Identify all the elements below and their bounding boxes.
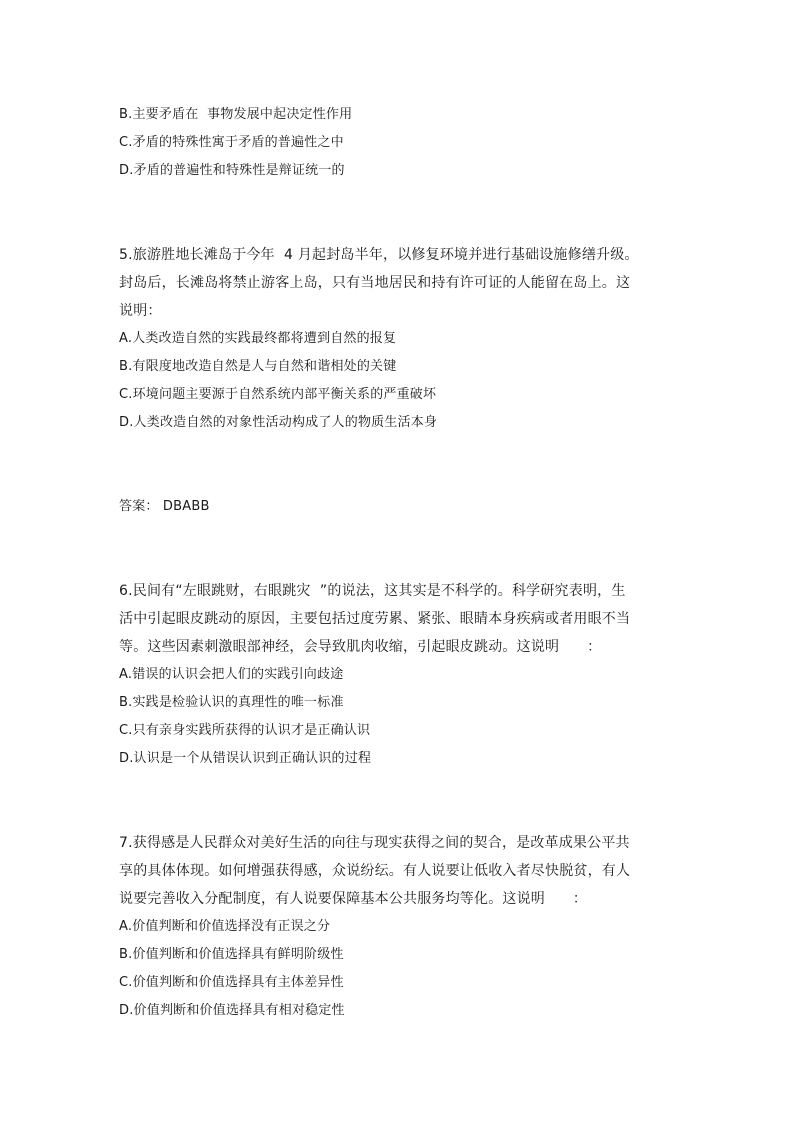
q7-option-c: C.价值判断和价值选择具有主体差异性	[119, 975, 344, 990]
q5-option-b: B.有限度地改造自然是人与自然和谐相处的关键	[119, 359, 397, 374]
q4-option-c: C.矛盾的特殊性寓于矛盾的普遍性之中	[119, 135, 344, 150]
q6-option-b: B.实践是检验认识的真理性的唯一标准	[119, 695, 344, 710]
q6-stem-line-1: 6.民间有“左眼跳财，右眼跳灾 ”的说法，这其实是不科学的。科学研究表明，生	[119, 583, 626, 599]
q7-stem-line-3: 说要完善收入分配制度，有人说要保障基本公共服务均等化。这说明 ：	[119, 891, 588, 907]
q7-option-d: D.价值判断和价值选择具有相对稳定性	[119, 1003, 345, 1018]
q7-option-b: B.价值判断和价值选择具有鲜明阶级性	[119, 947, 344, 962]
q5-option-d: D.人类改造自然的对象性活动构成了人的物质生活本身	[119, 415, 438, 430]
q6-option-c: C.只有亲身实践所获得的认识才是正确认识	[119, 723, 371, 738]
q4-option-d: D.矛盾的普遍性和特殊性是辩证统一的	[119, 163, 345, 178]
q5-option-c: C.环境问题主要源于自然系统内部平衡关系的严重破坏	[119, 387, 437, 402]
q5-stem-line-3: 说明：	[119, 303, 162, 319]
q5-option-a: A.人类改造自然的实践最终都将遭到自然的报复	[119, 331, 397, 346]
q6-stem-line-2: 活中引起眼皮跳动的原因，主要包括过度劳累、紧张、眼睛本身疾病或者用眼不当	[119, 611, 631, 627]
q7-option-a: A.价值判断和价值选择没有正误之分	[119, 919, 331, 934]
answer-key: 答案： DBABB	[119, 499, 210, 514]
q7-stem-line-2: 享的具体体现。如何增强获得感，众说纷纭。有人说要让低收入者尽快脱贫，有人	[119, 863, 631, 879]
q4-option-b: B.主要矛盾在 事物发展中起决定性作用	[119, 107, 353, 122]
q6-option-a: A.错误的认识会把人们的实践引向歧途	[119, 667, 344, 682]
q6-stem-line-3: 等。这些因素刺激眼部神经，会导致肌肉收缩，引起眼皮跳动。这说明 ：	[119, 639, 602, 655]
q6-option-d: D.认识是一个从错误认识到正确认识的过程	[119, 751, 372, 766]
q7-stem-line-1: 7.获得感是人民群众对美好生活的向往与现实获得之间的契合，是改革成果公平共	[119, 835, 630, 851]
q5-stem-line-2: 封岛后，长滩岛将禁止游客上岛，只有当地居民和持有许可证的人能留在岛上。这	[119, 275, 631, 291]
q5-stem-line-1: 5.旅游胜地长滩岛于今年 4 月起封岛半年，以修复环境并进行基础设施修缮升级。	[119, 247, 639, 263]
